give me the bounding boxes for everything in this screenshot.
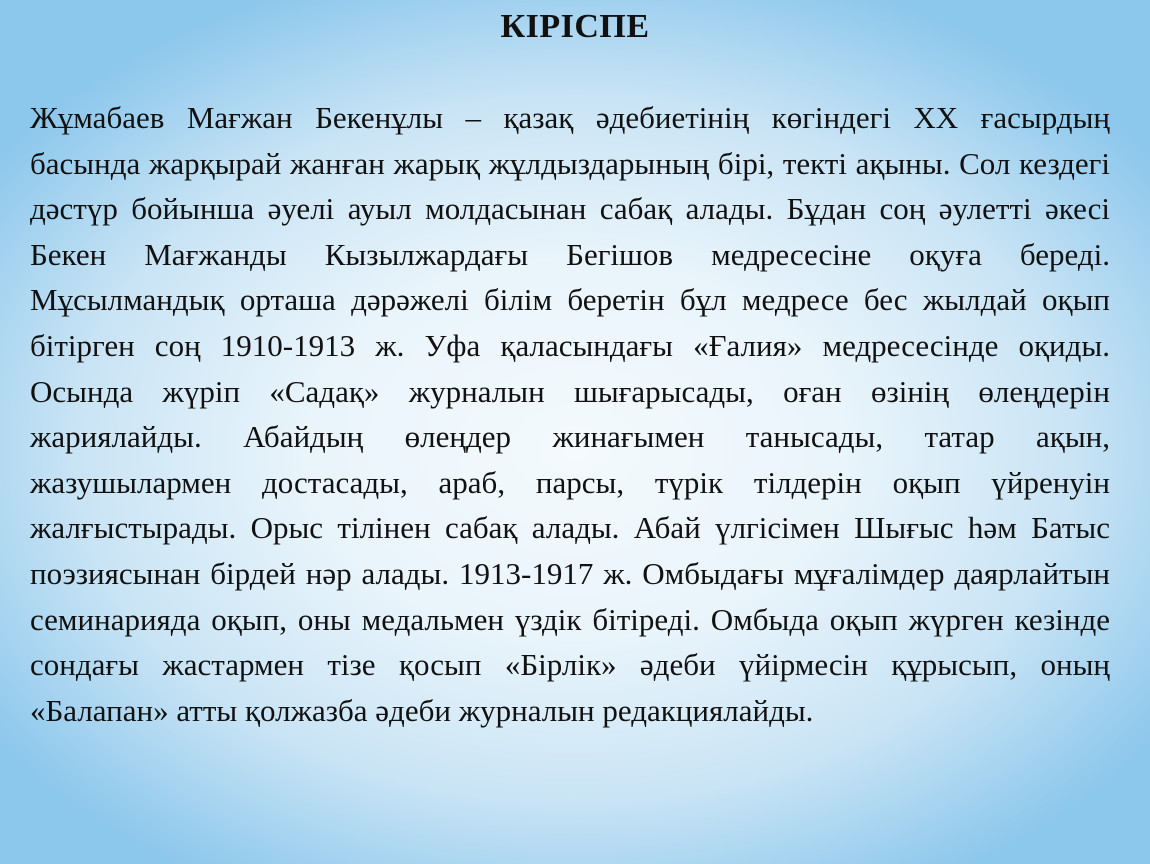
body-paragraph: Жұмабаев Мағжан Бекенұлы – қазақ әдебиетінің көгіндегі ХХ ғасырдың басында жарқырай жанған жарық жұлдыздарының бірі, текті ақыны. Сол кездегі дәстүр бойынша әуелі ауыл молдасынан сабақ алады. Бұдан соң әулетті әкесі Бекен Мағжанды Кызылжардағы Бегішов медресесіне оқуға береді. Мұсылмандық орташа дәрәжелі білім беретін бұл медресе бес жылдай оқып бітірген соң 1910-1913 ж. Уфа қаласындағы «Ғалия» медресесінде оқиды. Осында жүріп «Садақ» журналын шығарысады, оған өзінің өлеңдерін жариялайды. Абайдың өлеңдер жинағымен танысады, татар ақын, жазушылармен достасады, араб, парсы, түрік тілдерін оқып үйренуін жалғыстырады. Орыс тілінен сабақ алады. Абай үлгісімен Шығыс һәм Батыс поэзиясынан бірдей нәр алады. 1913-1917 ж. Омбыдағы мұғалімдер даярлайтын семинарияда оқып, оны медальмен үздік бітіреді. Омбыда оқып жүрген кезінде сондағы жастармен тізе қосып «Бірлік» әдеби үйірмесін құрысып, оның «Балапан» атты қолжазба әдеби журналын редакциялайды.: [30, 100, 1110, 728]
slide-title: КІРІСПЕ: [500, 8, 650, 45]
